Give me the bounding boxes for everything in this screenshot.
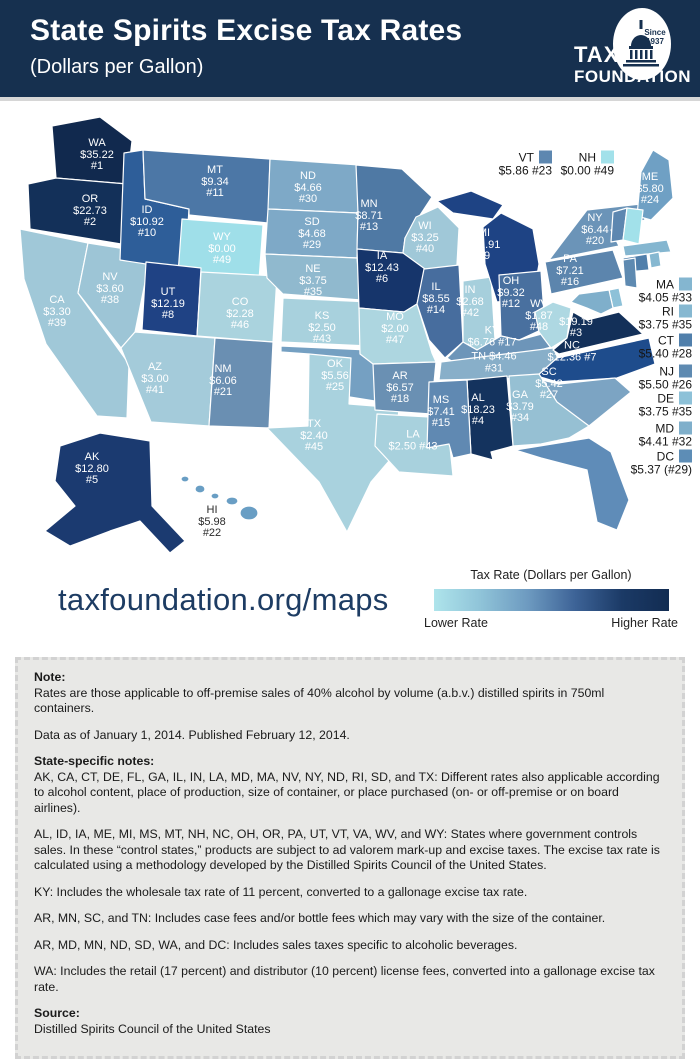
state-label-ky: KY $6.76 #17	[467, 324, 517, 348]
state-label-nc: NC $12.36 #7	[547, 339, 597, 363]
state-label-oh: OH $9.32 #12	[497, 274, 525, 310]
state-label-de: DE $3.75 #35	[638, 391, 692, 419]
logo-year: 1937	[646, 37, 664, 46]
logo-since: Since	[644, 28, 666, 37]
logo-foundation: FOUNDATION	[574, 67, 692, 86]
state-swatch-de	[679, 392, 692, 405]
state-label-ak: AK $12.80 #5	[75, 450, 109, 486]
state-label-al: AL $18.23 #4	[461, 391, 495, 427]
state-shape-nj[interactable]	[623, 258, 637, 288]
state-shape-hi-3[interactable]	[211, 493, 219, 499]
state-label-mo: MO $2.00 #47	[381, 310, 409, 346]
state-label-hi: HI $5.98 #22	[198, 503, 226, 539]
state-shape-hi-2[interactable]	[195, 485, 205, 493]
legend-title: Tax Rate (Dollars per Gallon)	[470, 568, 632, 582]
state-label-nm: NM $6.06 #21	[209, 362, 237, 398]
state-shape-ri[interactable]	[649, 252, 661, 268]
state-label-nv: NV $3.60 #38	[96, 270, 124, 306]
note-paragraph: Data as of January 1, 2014. Published February 12, 2014.	[34, 727, 350, 742]
state-label-nh: NH $0.00 #49	[560, 150, 614, 178]
state-label-or: OR $22.73 #2	[73, 192, 107, 228]
legend	[420, 568, 682, 630]
state-label-mi: MI $11.91 #9	[467, 226, 501, 262]
taxfoundation-logo	[542, 4, 692, 96]
state-shape-hi-4[interactable]	[226, 497, 238, 505]
legend-lower-label: Lower Rate	[424, 616, 488, 630]
state-label-wv: WV $1.87 #48	[525, 297, 553, 333]
state-swatch-vt	[539, 151, 552, 164]
state-shape-ak[interactable]	[45, 433, 185, 553]
state-shape-mi-up[interactable]	[437, 191, 503, 219]
state-label-ks: KS $2.50 #43	[308, 309, 336, 345]
state-shape-hi-5[interactable]	[240, 506, 258, 520]
notes-box	[15, 657, 685, 1059]
state-label-sc: SC $5.42 #27	[535, 365, 563, 401]
page-title: State Spirits Excise Tax Rates	[30, 14, 463, 47]
state-label-ca: CA $3.30 #39	[43, 293, 71, 329]
state-label-vt: VT $5.86 #23	[498, 150, 552, 178]
state-label-ok: OK $5.56 #25	[321, 357, 349, 393]
state-label-la: LA $2.50 #43	[388, 428, 438, 452]
footer-row	[0, 566, 700, 651]
note-paragraph: State-specific notes: AK, CA, CT, DE, FL, GA, IL, IN, LA, MD, MA, NV, NY, ND, RI, SD, and TX: Different rates also applicable according to alcohol content, place of production, size of container, or place purchased (on- or off-premise or on board airlines).	[34, 754, 660, 815]
state-label-ma: MA $4.05 #33	[638, 277, 692, 305]
state-label-mn: MN $8.71 #13	[355, 197, 383, 233]
state-swatch-nh	[601, 151, 614, 164]
state-label-dc: DC $5.37 (#29)	[630, 449, 692, 477]
state-label-ms: MS $7.41 #15	[427, 393, 455, 429]
state-label-wa: WA $35.22 #1	[80, 136, 114, 172]
state-label-pa: PA $7.21 #16	[556, 252, 584, 288]
state-shape-hi-1[interactable]	[181, 476, 189, 482]
state-label-ri: RI $3.75 #35	[638, 304, 692, 332]
header	[0, 0, 700, 101]
state-label-ny: NY $6.44 #20	[581, 211, 609, 247]
logo-tax: TAX	[574, 42, 620, 67]
state-swatch-dc	[679, 450, 692, 463]
state-swatch-ma	[679, 278, 692, 291]
state-label-md: MD $4.41 #32	[638, 421, 692, 449]
legend-higher-label: Higher Rate	[611, 616, 678, 630]
state-label-tx: TX $2.40 #45	[300, 417, 328, 453]
legend-gradient	[434, 589, 669, 611]
state-label-me: ME $5.80 #24	[636, 170, 664, 206]
state-label-sd: SD $4.68 #29	[298, 215, 326, 251]
state-label-id: ID $10.92 #10	[130, 203, 164, 239]
us-choropleth-map	[0, 101, 700, 566]
state-label-wy: WY $0.00 #49	[208, 230, 236, 266]
state-label-ar: AR $6.57 #18	[386, 369, 414, 405]
state-label-az: AZ $3.00 #41	[141, 360, 169, 396]
note-paragraph: Source: Distilled Spirits Council of the United States	[34, 1006, 271, 1036]
state-label-ct: CT $5.40 #28	[638, 333, 692, 361]
site-url[interactable]: taxfoundation.org/maps	[58, 582, 389, 617]
note-paragraph: AL, ID, IA, ME, MI, MS, MT, NH, NC, OH, OR, PA, UT, VT, VA, WV, and WY: States where government controls sales. In these “control states,” products are subject to ad valorem mark-up and excise taxes. The excise tax rate is calculated using a methodology developed by the Distilled Spirits Council of the United States.	[34, 827, 660, 872]
state-shape-nh[interactable]	[623, 208, 643, 244]
state-label-ne: NE $3.75 #35	[299, 262, 327, 298]
note-paragraph: AR, MN, SC, and TN: Includes case fees and/or bottle fees which may vary with the size of the container.	[34, 911, 606, 925]
state-label-tn: TN $4.46 #31	[471, 350, 517, 374]
state-label-mt: MT $9.34 #11	[201, 163, 229, 199]
state-label-ga: GA $3.79 #34	[506, 388, 534, 424]
state-label-il: IL $8.55 #14	[422, 280, 450, 316]
state-label-nj: NJ $5.50 #26	[638, 364, 692, 392]
note-paragraph: AR, MD, MN, ND, SD, WA, and DC: Includes sales taxes specific to alcoholic beverages.	[34, 937, 518, 952]
state-swatch-nj	[679, 365, 692, 378]
state-label-co: CO $2.28 #46	[226, 295, 254, 331]
note-paragraph: WA: Includes the retail (17 percent) and distributor (10 percent) license fees, converted into a gallonage excise tax rate.	[34, 964, 655, 994]
page-subtitle: (Dollars per Gallon)	[30, 56, 204, 78]
state-swatch-ri	[679, 305, 692, 318]
state-label-va: VA $19.19 #3	[559, 303, 593, 339]
state-label-fl: FL $6.50 #19	[547, 465, 575, 501]
state-label-ut: UT $12.19 #8	[151, 285, 185, 321]
state-label-wi: WI $3.25 #40	[411, 219, 439, 255]
state-swatch-md	[679, 422, 692, 435]
state-label-ia: IA $12.43 #6	[365, 249, 399, 285]
note-paragraph: Note: Rates are those applicable to off-premise sales of 40% alcohol by volume (a.b.v.) distilled spirits in 750ml containers.	[34, 670, 605, 715]
note-paragraph: KY: Includes the wholesale tax rate of 11 percent, converted to a gallonage excise tax rate.	[34, 884, 528, 899]
state-label-nd: ND $4.66 #30	[294, 169, 322, 205]
state-label-in: IN $2.68 #42	[456, 283, 484, 319]
state-swatch-ct	[679, 334, 692, 347]
